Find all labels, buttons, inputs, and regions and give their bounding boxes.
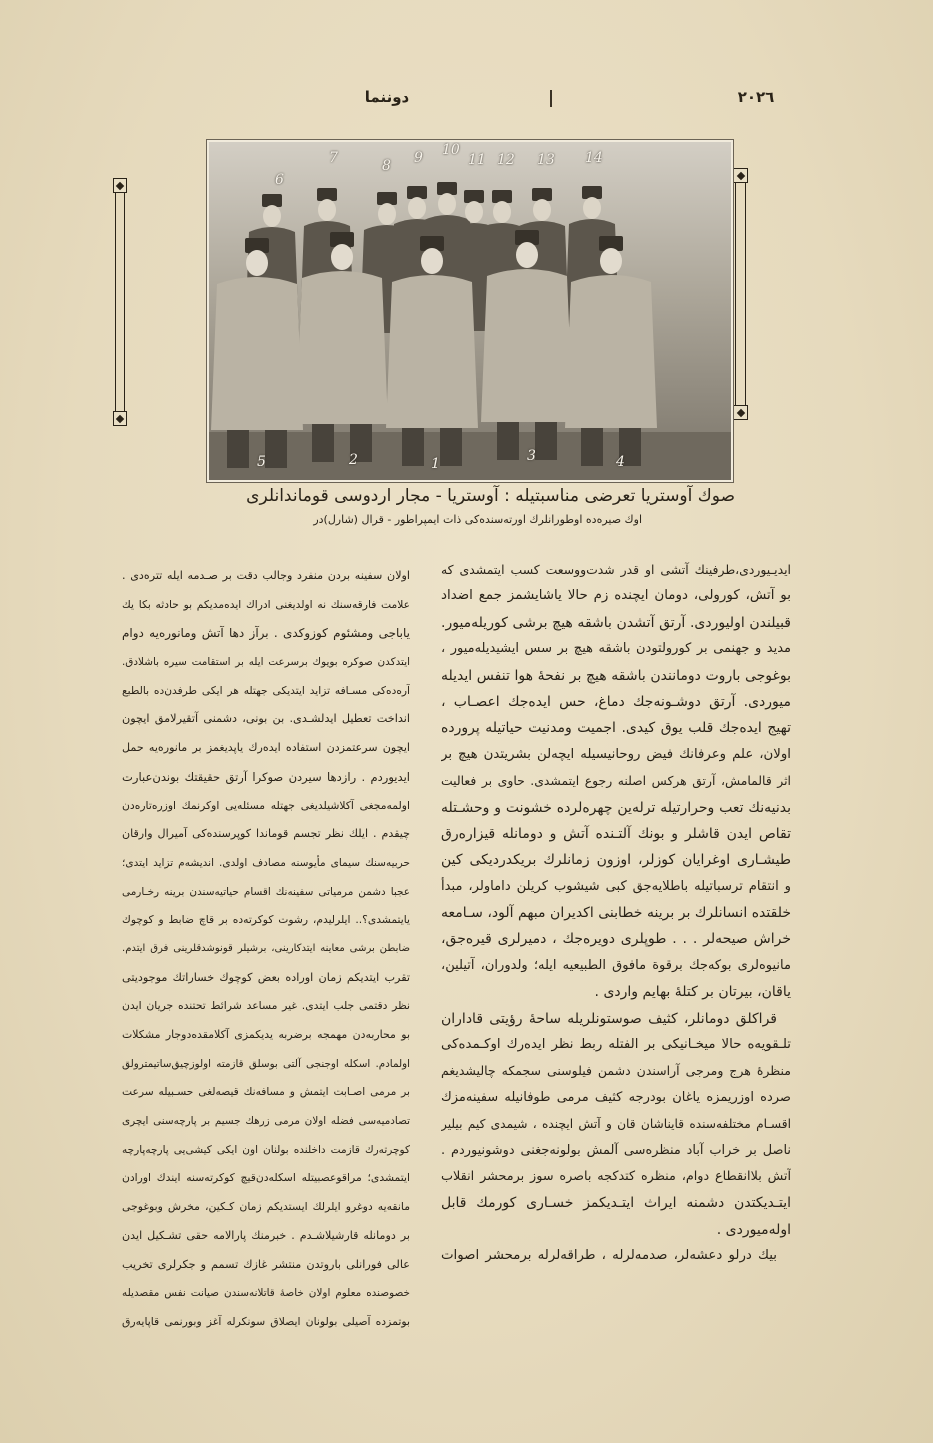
text-line: ايتـديكتدن دشمنه ايراث ايتـديكمز خسـارى كورمك قابل [441, 1195, 791, 1212]
text-line: طيشـارى اوغرايان كوزلر، اوزون زمانلرك بريكدرديكى كين [441, 852, 791, 869]
text-line: بوغوجى باروت دومانندن باشقه هيچ بر نفحهٔ هوا تنفس ايديله‌ [441, 667, 791, 684]
photo-caption: صوك آوستريا تعرضى مناسبتيله : آوستريا - مجار اردوسى قوماندانلرى [246, 486, 735, 506]
text-line: ايچون سرعتمزدن استفاده ايده‌رك ياپديغمز بر مانوره‌يه حمل [122, 741, 410, 755]
ornament-shaft [735, 183, 746, 405]
text-line: ايتمشدى؛ مراقوعصبيتله اسكله‌دن‌قيچ كوكرته‌سنه ايندك اورادن [122, 1171, 410, 1185]
text-line: بر دومانله قارشيلاشـدم . خبرمنك پارالامه حقى تشـكيل ايدن [122, 1228, 410, 1242]
text-line: عالى فورانلى باروتدن منتشر غازك تسمم و جكرلرى تخريب [122, 1257, 410, 1271]
page-number: ٢٠٢٦ [737, 88, 775, 106]
text-line: مديد و جهنمى بر كورولتودن باشقه هيچ بر سس ايشيديله‌ميور ، [441, 641, 791, 657]
text-line: چيقدم . ايلك نظر تجسم قوماندا كوپرسنده‌كى آميرال وارقان [122, 827, 410, 841]
text-line: خراش صيحه‌لر . . . طوپلرى دويره‌جك ، دميرلرى قيره‌جق، [441, 931, 791, 948]
text-line: تقرب ايتديكم زمان اوراده بعض كوچوك خساراتك موجوديتى [122, 970, 410, 984]
text-line: بر مرمى اصـابت ايتمش و مسافه‌نك قيصه‌لغى حسـبيله سرعت [122, 1085, 410, 1099]
text-line: تهيج ايده‌جك قلب يوق كيدى. اجميت ومدنيت حياتيله پرورده [441, 720, 791, 737]
text-line: قراكلق دومانلر، كثيف صوستونلريله ساحهٔ رؤيتى قاداران [441, 1010, 777, 1027]
text-line: قبيلندن اوليوردى. آرتق آتشدن باشقه هيچ برشى كوريله‌ميور. [441, 614, 791, 631]
text-line: خصوصنده معلوم اولان خاصهٔ قاتلانه‌سندن صيانت نفس مقصديله [122, 1287, 410, 1300]
text-line: حربيه‌سنك سيماى مأيوسنه مصادف اولدى. انديشه‌م تزايد ايتدى؛ [122, 856, 410, 869]
photo-label: 3 [527, 448, 536, 464]
photo-subcaption: اوك صيره‌ده اوطورانلرك اورته‌سنده‌كى ذات ايمپراطور - قرال (شارل)در [313, 513, 642, 526]
text-line: ايديـيوردى،طرفينك آتشى او قدر شدت‌ووسعت كسب ايتمشدى كه [441, 562, 791, 577]
text-line: صرده اوزريمزه ياغان بودرجه كثيف مرمى طوفانيله سفينه‌مزك [441, 1089, 791, 1105]
right-text-column [441, 557, 791, 1270]
text-line: نظر دقتمى جلب ايتدى. غير مساعد شرائط تحتنده جريان ايدن [122, 999, 410, 1013]
group-photo [207, 140, 733, 482]
text-line: و انتقام ترسباتيله باطلايه‌جق كبى شيشوب كريلن داماولر، مبدأ [441, 878, 791, 894]
photo-label: 4 [616, 454, 625, 470]
photo-label: 2 [349, 452, 358, 468]
text-line: تلـقويه‌ه حالا ميخـانيكى بر الفتله ربط نظر ايده‌رك اوكـمده‌كى [441, 1037, 791, 1053]
photo-label: 14 [585, 150, 603, 166]
ornament-diamond-icon [113, 411, 127, 426]
text-line: يايتمشدى؟.. ايلرليدم، رشوت كوكرته‌ده بر قاچ ضابط و كوچوك [122, 913, 410, 927]
text-line: بوتمزده آصيلى بولونان ايصلاق سونكرله آغز وبورنمى قاپايه‌رق [122, 1314, 410, 1328]
photo-ground [209, 432, 731, 480]
text-line: اولان، علم وعرفانك فيض روحانيسيله ايچه‌لن بشريتدن هيچ بر [441, 746, 791, 762]
photo-label: 5 [257, 454, 266, 470]
magazine-title: دوننما [364, 88, 410, 106]
photo-label: 12 [497, 152, 515, 168]
text-line: عجبا دشمن مرمياتى سفينه‌نك اقسام حياتيه‌سندن برينه رخـارمى [122, 885, 410, 898]
text-line: علامت فارقه‌سنك نه اولديغنى ادراك ايده‌مديكم بو حادثه بكا يك [122, 597, 410, 611]
ornament-shaft [115, 193, 125, 411]
text-line: ايديوردم . رازدها سيردن صوكرا آرتق حقيقتك بوندن‌عبارت [122, 769, 410, 784]
photo-label: 8 [382, 158, 391, 174]
ornament-diamond-icon [733, 405, 748, 420]
text-line: آتش بلاانقطاع دوام، منظره كتدكجه باصره سوز برمحشر انقلاب [441, 1168, 791, 1184]
text-line: خلقتده انسانلرك بر برينه خطابنى اكديران مبهم آلود، سـامعه [441, 905, 791, 922]
left-ornament-bar [113, 178, 127, 426]
group-photo-image [209, 142, 731, 480]
left-text-column [122, 562, 410, 1337]
text-line: ياباجى ومشئوم كوزوكدى . برآز دها آتش ومانوره‌يه دوام [122, 626, 410, 641]
text-line: اولمادم. اسكله اوجنجى آلتى بوسلق قازمته اولوزچيق‌ساتيمترولق [122, 1057, 410, 1070]
photo-label: 11 [468, 152, 486, 168]
text-line: بو محاربه‌دن مهمجه برضربه يديكمزى آكلامقده‌دوجار مشكلات [122, 1028, 410, 1041]
text-line: ايتدكدن صوكره بويوك برسرعت ايله بر استقامت سيره باشلادق. [122, 656, 410, 669]
ornament-diamond-icon [733, 168, 748, 183]
text-line: آره‌ده‌كى مسـافه تزايد ايتديكى جهتله هر ايكى طرفدن‌ده بالطبع [122, 683, 410, 697]
text-line: اثر قالمامش، آرتق هركس اصلنه رجوع ايتمشدى. حاوى بر فعاليت [441, 773, 791, 789]
text-line: بو آتش، كورولى، دومان ايچنده زم حالا ياشايشمز جمع اضداد [441, 588, 791, 604]
text-line: مانقه‌يه دوغرو ايلرلك ايستديكم زمان كـكين، مخرش وبوغوجى [122, 1200, 410, 1214]
text-line: ناصل بر خراب آباد منظره‌سى آلمش بولونه‌جغنى دوشونيوردم . [441, 1142, 791, 1158]
text-line: مانيوه‌لرى بوكه‌جك برقوة مافوق الطبيعيه ايله؛ ولدوران، آتيلين، [441, 957, 791, 973]
text-line: تقاص ايدن قاشلر و بونك آلتـنده آتش و دومانله قيزاره‌رق [441, 825, 791, 842]
right-ornament-bar [733, 168, 748, 420]
text-line: ياقان، بيرتان بر كتلهٔ بهايم واردى . [594, 984, 791, 1001]
photo-label: 10 [442, 142, 460, 158]
text-line: اوله‌ميوردى . [716, 1221, 791, 1238]
text-line: ميوردى. آرتق دوشـونه‌جك دماغ، حس ايده‌جك اعصـاب ، [441, 693, 791, 710]
photo-label: 1 [431, 456, 440, 472]
text-line: كوچرته‌رك قازمت داخلنده بولنان اون ايكى كيشى‌يى پارچه‌پارچه [122, 1143, 410, 1156]
text-line: اولمه‌مجغى آكلاشيلديغى جهتله مسئله‌يى اوكرنمك اوزره‌تاره‌دن [122, 798, 410, 812]
text-line: بيك درلو دعشه‌لر، صدمه‌لرله ، طراقه‌لرله برمحشر اصوات [441, 1248, 777, 1264]
text-line: اولان سفينه بردن منفرد وجالب دقت بر صـدمه ايله تتره‌دى . [122, 569, 410, 582]
text-line: بدنيه‌نك تعب وحرارتيله ترله‌ين چهره‌لرده خشونت و وحشـتله [441, 799, 791, 816]
header-tick-mark [550, 90, 552, 107]
text-line: تصادميه‌سى فضله اولان مرمى زرهك جسيم بر پارچه‌سنى ايچرى [122, 1115, 410, 1128]
photo-label: 6 [275, 172, 284, 188]
text-line: انداخت تعطيل ايدلشـدى. بن بونى، دشمنى آتقيرلامق ايچون [122, 712, 410, 726]
photo-label: 13 [537, 152, 555, 168]
photo-label: 9 [414, 150, 423, 166]
text-line: اقسـام مختلفه‌سنده قايناشان قان و آتش ايچنده ، شيمدى كيم بيلير [441, 1117, 791, 1132]
text-line: منظرهٔ هرج ومرجى آراسندن دشمن فيلوسنى سجمكه چاليشديغم [441, 1063, 791, 1079]
text-line: ضابطن برشى معاينه ايتدكارينى، برشيلر قونوشدقلرينى فرق ايتدم. [122, 942, 410, 954]
ornament-diamond-icon [113, 178, 127, 193]
photo-label: 7 [329, 150, 338, 166]
